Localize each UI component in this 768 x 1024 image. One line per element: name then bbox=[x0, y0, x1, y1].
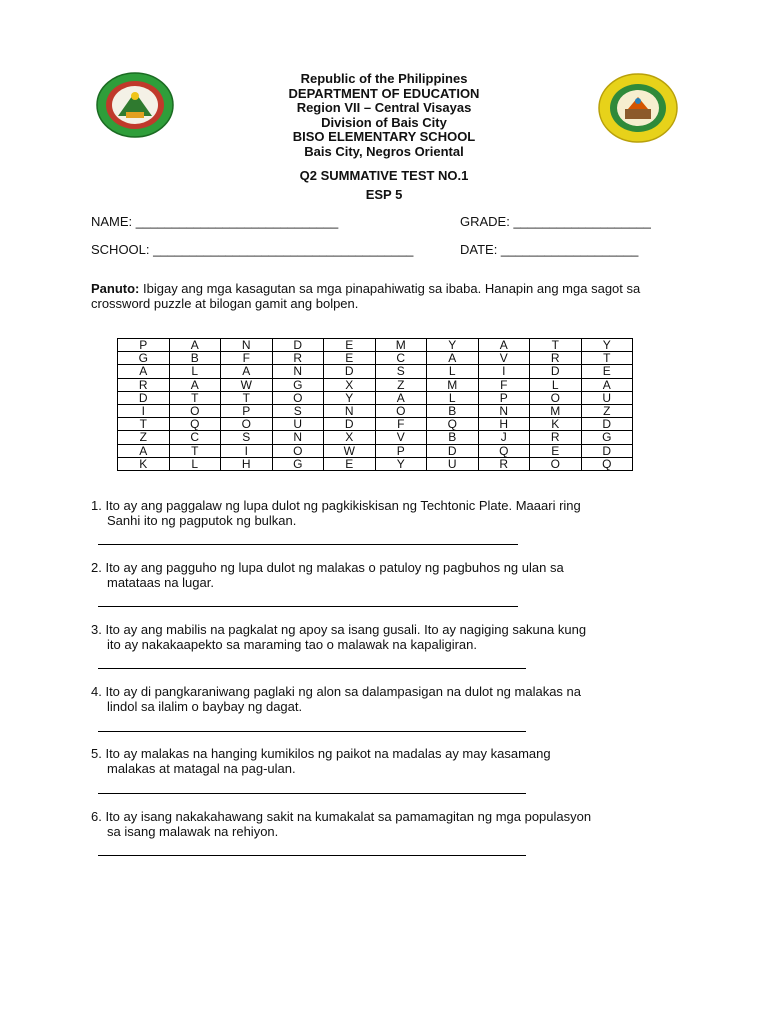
puzzle-cell[interactable]: L bbox=[427, 365, 479, 378]
puzzle-cell[interactable]: L bbox=[427, 391, 479, 404]
puzzle-cell[interactable]: P bbox=[118, 339, 170, 352]
puzzle-cell[interactable]: Q bbox=[427, 418, 479, 431]
puzzle-cell[interactable]: M bbox=[375, 339, 427, 352]
puzzle-cell[interactable]: I bbox=[221, 444, 273, 457]
puzzle-cell[interactable]: Y bbox=[375, 457, 427, 470]
puzzle-cell[interactable]: C bbox=[169, 431, 221, 444]
question-3 bbox=[91, 622, 691, 652]
puzzle-cell[interactable]: E bbox=[324, 339, 376, 352]
puzzle-cell[interactable]: N bbox=[478, 404, 530, 417]
puzzle-cell[interactable]: G bbox=[272, 457, 324, 470]
puzzle-cell[interactable]: G bbox=[272, 378, 324, 391]
puzzle-cell[interactable]: A bbox=[427, 352, 479, 365]
question-1-line1: 1. Ito ay ang paggalaw ng lupa dulot ng pagkikiskisan ng Techtonic Plate. Maaari ring bbox=[91, 498, 581, 513]
puzzle-cell[interactable]: Z bbox=[118, 431, 170, 444]
question-5-line1: 5. Ito ay malakas na hanging kumikilos ng paikot na madalas ay may kasamang bbox=[91, 746, 551, 761]
puzzle-row bbox=[118, 339, 633, 352]
question-2-line2: matataas na lugar. bbox=[107, 575, 214, 590]
puzzle-cell[interactable]: A bbox=[169, 378, 221, 391]
answer-line-1[interactable] bbox=[98, 544, 518, 545]
puzzle-cell[interactable]: X bbox=[324, 431, 376, 444]
puzzle-cell[interactable]: H bbox=[221, 457, 273, 470]
puzzle-cell[interactable]: M bbox=[427, 378, 479, 391]
puzzle-cell[interactable]: E bbox=[324, 352, 376, 365]
answer-line-2[interactable] bbox=[98, 606, 518, 607]
puzzle-cell[interactable]: S bbox=[375, 365, 427, 378]
puzzle-cell[interactable]: D bbox=[581, 444, 633, 457]
puzzle-cell[interactable]: Q bbox=[478, 444, 530, 457]
question-6 bbox=[91, 809, 691, 839]
puzzle-cell[interactable]: N bbox=[221, 339, 273, 352]
question-4-line2: lindol sa ilalim o baybay ng dagat. bbox=[107, 699, 303, 714]
puzzle-row bbox=[118, 352, 633, 365]
puzzle-cell[interactable]: R bbox=[272, 352, 324, 365]
puzzle-row bbox=[118, 365, 633, 378]
puzzle-cell[interactable]: G bbox=[118, 352, 170, 365]
puzzle-cell[interactable]: L bbox=[169, 457, 221, 470]
puzzle-cell[interactable]: W bbox=[221, 378, 273, 391]
puzzle-cell[interactable]: B bbox=[427, 431, 479, 444]
crossword-puzzle-grid bbox=[117, 338, 633, 471]
puzzle-cell[interactable]: Z bbox=[375, 378, 427, 391]
region-line: Region VII – Central Visayas bbox=[296, 100, 472, 116]
puzzle-row bbox=[118, 404, 633, 417]
puzzle-cell[interactable]: E bbox=[324, 457, 376, 470]
puzzle-cell[interactable]: T bbox=[530, 339, 582, 352]
puzzle-row bbox=[118, 391, 633, 404]
puzzle-cell[interactable]: R bbox=[478, 457, 530, 470]
puzzle-cell[interactable]: D bbox=[324, 365, 376, 378]
subject-title: ESP 5 bbox=[365, 187, 403, 202]
name-field[interactable]: NAME: ____________________________ bbox=[91, 214, 339, 229]
puzzle-row bbox=[118, 418, 633, 431]
puzzle-cell[interactable]: G bbox=[581, 431, 633, 444]
puzzle-cell[interactable]: A bbox=[581, 378, 633, 391]
puzzle-cell[interactable]: P bbox=[375, 444, 427, 457]
puzzle-cell[interactable]: K bbox=[530, 418, 582, 431]
puzzle-cell[interactable]: D bbox=[427, 444, 479, 457]
puzzle-cell[interactable]: E bbox=[581, 365, 633, 378]
puzzle-cell[interactable]: U bbox=[272, 418, 324, 431]
instructions bbox=[91, 281, 681, 311]
puzzle-cell[interactable]: Y bbox=[427, 339, 479, 352]
puzzle-cell[interactable]: R bbox=[530, 352, 582, 365]
puzzle-cell[interactable]: R bbox=[530, 431, 582, 444]
puzzle-row bbox=[118, 444, 633, 457]
answer-line-5[interactable] bbox=[98, 793, 526, 794]
puzzle-cell[interactable]: T bbox=[581, 352, 633, 365]
puzzle-cell[interactable]: H bbox=[478, 418, 530, 431]
puzzle-cell[interactable]: J bbox=[478, 431, 530, 444]
puzzle-cell[interactable]: P bbox=[221, 404, 273, 417]
test-title: Q2 SUMMATIVE TEST NO.1 bbox=[299, 168, 469, 183]
puzzle-cell[interactable]: D bbox=[118, 391, 170, 404]
puzzle-cell[interactable]: O bbox=[169, 404, 221, 417]
puzzle-cell[interactable]: L bbox=[169, 365, 221, 378]
puzzle-cell[interactable]: V bbox=[478, 352, 530, 365]
puzzle-cell[interactable]: T bbox=[169, 444, 221, 457]
question-5 bbox=[91, 746, 691, 776]
puzzle-cell[interactable]: O bbox=[272, 444, 324, 457]
puzzle-cell[interactable]: N bbox=[324, 404, 376, 417]
puzzle-cell[interactable]: O bbox=[530, 457, 582, 470]
puzzle-cell[interactable]: P bbox=[478, 391, 530, 404]
school-name-line: BISO ELEMENTARY SCHOOL bbox=[292, 129, 476, 145]
puzzle-cell[interactable]: Y bbox=[581, 339, 633, 352]
question-1-line2: Sanhi ito ng pagputok ng bulkan. bbox=[107, 513, 297, 528]
question-6-line2: sa isang malawak na rehiyon. bbox=[107, 824, 279, 839]
puzzle-cell[interactable]: U bbox=[427, 457, 479, 470]
question-2-line1: 2. Ito ay ang pagguho ng lupa dulot ng malakas o patuloy ng pagbuhos ng ulan sa bbox=[91, 560, 564, 575]
puzzle-cell[interactable]: A bbox=[375, 391, 427, 404]
school-field[interactable]: SCHOOL: ____________________________________ bbox=[91, 242, 414, 257]
puzzle-cell[interactable]: C bbox=[375, 352, 427, 365]
puzzle-cell[interactable]: I bbox=[478, 365, 530, 378]
puzzle-cell[interactable]: F bbox=[478, 378, 530, 391]
puzzle-cell[interactable]: X bbox=[324, 378, 376, 391]
puzzle-cell[interactable]: K bbox=[118, 457, 170, 470]
puzzle-cell[interactable]: Z bbox=[581, 404, 633, 417]
puzzle-row bbox=[118, 431, 633, 444]
puzzle-cell[interactable]: Q bbox=[581, 457, 633, 470]
question-3-line1: 3. Ito ay ang mabilis na pagkalat ng apoy sa isang gusali. Ito ay nagiging sakuna kung bbox=[91, 622, 587, 637]
puzzle-cell[interactable]: N bbox=[272, 365, 324, 378]
date-field[interactable]: DATE: ___________________ bbox=[460, 242, 639, 257]
puzzle-cell[interactable]: T bbox=[169, 391, 221, 404]
department-line: DEPARTMENT OF EDUCATION bbox=[288, 85, 480, 101]
puzzle-cell[interactable]: D bbox=[530, 365, 582, 378]
puzzle-cell[interactable]: A bbox=[169, 339, 221, 352]
school-header bbox=[0, 72, 768, 160]
puzzle-cell[interactable]: A bbox=[478, 339, 530, 352]
question-4-line1: 4. Ito ay di pangkaraniwang paglaki ng alon sa dalampasigan na dulot ng malakas na bbox=[91, 684, 582, 699]
puzzle-row bbox=[118, 457, 633, 470]
puzzle-cell[interactable]: W bbox=[324, 444, 376, 457]
puzzle-cell[interactable]: M bbox=[530, 404, 582, 417]
puzzle-cell[interactable]: L bbox=[530, 378, 582, 391]
puzzle-cell[interactable]: D bbox=[324, 418, 376, 431]
question-6-line1: 6. Ito ay isang nakakahawang sakit na kumakalat sa pamamagitan ng mga populasyon bbox=[91, 809, 592, 824]
puzzle-cell[interactable]: O bbox=[375, 404, 427, 417]
puzzle-cell[interactable]: R bbox=[118, 378, 170, 391]
puzzle-cell[interactable]: T bbox=[221, 391, 273, 404]
question-1 bbox=[91, 498, 691, 528]
answer-line-3[interactable] bbox=[98, 668, 526, 669]
puzzle-cell[interactable]: F bbox=[221, 352, 273, 365]
question-4 bbox=[91, 684, 691, 714]
puzzle-cell[interactable]: F bbox=[375, 418, 427, 431]
republic-line: Republic of the Philippines bbox=[300, 71, 468, 86]
puzzle-cell[interactable]: T bbox=[118, 418, 170, 431]
puzzle-cell[interactable]: I bbox=[118, 404, 170, 417]
puzzle-cell[interactable]: Q bbox=[169, 418, 221, 431]
puzzle-cell[interactable]: N bbox=[272, 431, 324, 444]
puzzle-cell[interactable]: O bbox=[221, 418, 273, 431]
puzzle-cell[interactable]: Y bbox=[324, 391, 376, 404]
instructions-label: Panuto: bbox=[91, 281, 140, 296]
puzzle-row bbox=[118, 378, 633, 391]
puzzle-cell[interactable]: A bbox=[118, 365, 170, 378]
answer-line-4[interactable] bbox=[98, 731, 526, 732]
puzzle-cell[interactable]: A bbox=[118, 444, 170, 457]
puzzle-cell[interactable]: S bbox=[272, 404, 324, 417]
puzzle-cell[interactable]: E bbox=[530, 444, 582, 457]
puzzle-cell[interactable]: S bbox=[221, 431, 273, 444]
puzzle-cell[interactable]: B bbox=[427, 404, 479, 417]
instructions-text: Ibigay ang mga kasagutan sa mga pinapahiwatig sa ibaba. Hanapin ang mga sagot sa crossword puzzle at bilogan gamit ang bolpen. bbox=[91, 281, 641, 311]
division-line: Division of Bais City bbox=[321, 114, 447, 130]
puzzle-cell[interactable]: V bbox=[375, 431, 427, 444]
question-5-line2: malakas at matagal na pag-ulan. bbox=[107, 761, 296, 776]
puzzle-cell[interactable]: O bbox=[530, 391, 582, 404]
question-2 bbox=[91, 560, 691, 590]
puzzle-cell[interactable]: A bbox=[221, 365, 273, 378]
puzzle-cell[interactable]: D bbox=[272, 339, 324, 352]
question-3-line2: ito ay nakakaapekto sa maraming tao o malawak na kapaligiran. bbox=[107, 637, 477, 652]
puzzle-cell[interactable]: B bbox=[169, 352, 221, 365]
puzzle-cell[interactable]: U bbox=[581, 391, 633, 404]
puzzle-cell[interactable]: D bbox=[581, 418, 633, 431]
puzzle-cell[interactable]: O bbox=[272, 391, 324, 404]
grade-field[interactable]: GRADE: ___________________ bbox=[460, 214, 651, 229]
answer-line-6[interactable] bbox=[98, 855, 526, 856]
location-line: Bais City, Negros Oriental bbox=[304, 143, 464, 159]
